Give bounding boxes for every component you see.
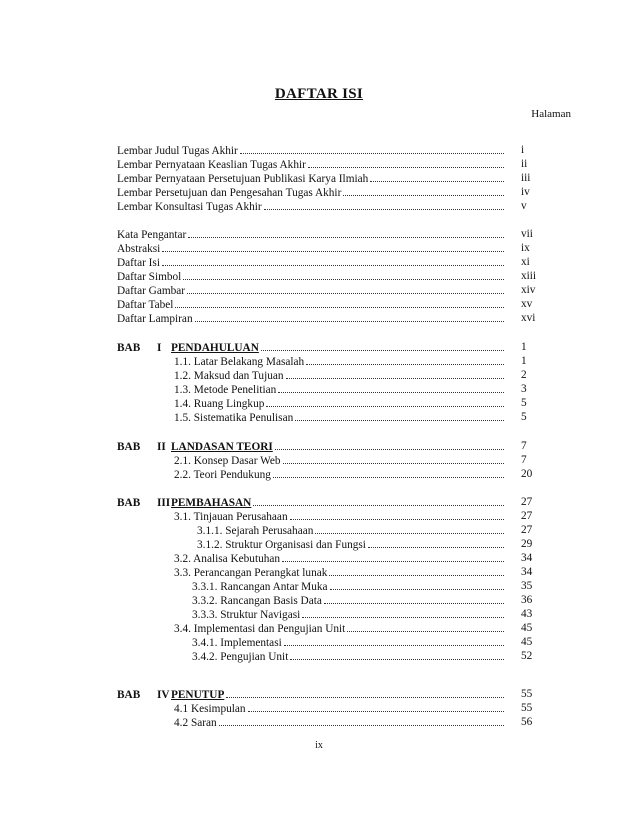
- dot-leader: [226, 687, 504, 698]
- entry-title: 1.5. Sistematika Penulisan: [174, 412, 294, 424]
- chapter-title: PEMBAHASAN: [171, 497, 252, 509]
- toc-row: [117, 269, 537, 283]
- entry-title: Kata Pengantar: [117, 229, 187, 241]
- entry-title: 4.2 Saran: [174, 717, 217, 729]
- dot-leader: [343, 185, 504, 196]
- entry-page-number: xi: [521, 256, 530, 268]
- entry-title: 3.4.2. Pengujian Unit: [192, 651, 289, 663]
- entry-page-number: 1: [521, 341, 527, 353]
- entry-title: Lembar Pernyataan Keaslian Tugas Akhir: [117, 159, 306, 171]
- toc-row: [117, 171, 537, 185]
- dot-leader: [324, 593, 504, 604]
- entry-title: 3.3.2. Rancangan Basis Data: [192, 595, 322, 607]
- dot-leader: [306, 354, 504, 365]
- chapter-number: II: [157, 441, 166, 453]
- toc-row: [117, 565, 537, 579]
- dot-leader: [330, 579, 504, 590]
- toc-row: [117, 453, 537, 467]
- entry-page-number: 34: [521, 552, 533, 564]
- dot-leader: [295, 410, 504, 421]
- entry-title: Lembar Judul Tugas Akhir: [117, 145, 238, 157]
- dot-leader: [370, 171, 504, 182]
- entry-page-number: 34: [521, 566, 533, 578]
- chapter-label: BAB: [117, 497, 141, 509]
- page-title: DAFTAR ISI: [274, 86, 364, 102]
- entry-page-number: ix: [521, 242, 530, 254]
- entry-title: 3.4. Implementasi dan Pengujian Unit: [174, 623, 346, 635]
- toc-row: [117, 537, 537, 551]
- entry-title: Abstraksi: [117, 243, 161, 255]
- toc-row: [117, 297, 537, 311]
- chapter-label: BAB: [117, 441, 141, 453]
- entry-page-number: iv: [521, 186, 530, 198]
- dot-leader: [273, 467, 504, 478]
- dot-leader: [286, 368, 504, 379]
- toc-row: [117, 311, 537, 325]
- dot-leader: [264, 199, 504, 210]
- page-column-header: Halaman: [531, 108, 571, 120]
- toc-row: [117, 354, 537, 368]
- dot-leader: [175, 297, 504, 308]
- entry-page-number: 29: [521, 538, 533, 550]
- entry-page-number: xiii: [521, 270, 537, 282]
- toc-row: [117, 283, 537, 297]
- dot-leader: [284, 635, 504, 646]
- dot-leader: [162, 241, 504, 252]
- entry-page-number: 36: [521, 594, 533, 606]
- entry-page-number: 55: [521, 688, 533, 700]
- entry-page-number: 1: [521, 355, 527, 367]
- toc-row: [117, 621, 537, 635]
- entry-title: Lembar Konsultasi Tugas Akhir: [117, 201, 262, 213]
- toc-row: [117, 368, 537, 382]
- toc-row: [117, 593, 537, 607]
- dot-leader: [329, 565, 504, 576]
- toc-row: [117, 579, 537, 593]
- dot-leader: [219, 715, 504, 726]
- dot-leader: [347, 621, 504, 632]
- toc-row: [117, 715, 537, 729]
- dot-leader: [308, 157, 504, 168]
- toc-row: [117, 255, 537, 269]
- toc-row: [117, 396, 537, 410]
- entry-page-number: 20: [521, 468, 533, 480]
- dot-leader: [283, 453, 505, 464]
- entry-title: Daftar Tabel: [117, 299, 174, 311]
- entry-page-number: 27: [521, 496, 533, 508]
- entry-page-number: 45: [521, 636, 533, 648]
- entry-page-number: i: [521, 144, 525, 156]
- chapter-number: I: [157, 342, 162, 354]
- dot-leader: [290, 509, 504, 520]
- entry-page-number: xiv: [521, 284, 536, 296]
- entry-page-number: 7: [521, 454, 527, 466]
- entry-page-number: 27: [521, 524, 533, 536]
- chapter-label: BAB: [117, 689, 141, 701]
- entry-title: 3.3.1. Rancangan Antar Muka: [192, 581, 328, 593]
- chapter-title: PENUTUP: [171, 689, 225, 701]
- toc-row: [117, 382, 537, 396]
- toc-row: [117, 227, 537, 241]
- entry-page-number: 2: [521, 369, 527, 381]
- entry-page-number: iii: [521, 172, 531, 184]
- dot-leader: [315, 523, 504, 534]
- entry-title: 1.3. Metode Penelitian: [174, 384, 277, 396]
- entry-page-number: v: [521, 200, 527, 212]
- toc-row: [117, 649, 537, 663]
- toc-row: [117, 701, 537, 715]
- dot-leader: [302, 607, 504, 618]
- entry-page-number: 3: [521, 383, 527, 395]
- toc-row: [117, 635, 537, 649]
- entry-page-number: xv: [521, 298, 533, 310]
- dot-leader: [275, 439, 504, 450]
- chapter-row: [117, 495, 537, 509]
- entry-page-number: 27: [521, 510, 533, 522]
- chapter-row: [117, 340, 537, 354]
- entry-title: Lembar Pernyataan Persetujuan Publikasi Karya Ilmiah: [117, 173, 369, 185]
- entry-title: 3.4.1. Implementasi: [192, 637, 282, 649]
- dot-leader: [240, 143, 504, 154]
- toc-row: [117, 509, 537, 523]
- toc-row: [117, 199, 537, 213]
- entry-title: 3.3. Perancangan Perangkat lunak: [174, 567, 328, 579]
- entry-title: Daftar Isi: [117, 257, 160, 269]
- entry-title: Daftar Lampiran: [117, 313, 193, 325]
- entry-title: 3.1.2. Struktur Organisasi dan Fungsi: [197, 539, 366, 551]
- toc-row: [117, 551, 537, 565]
- dot-leader: [195, 311, 504, 322]
- dot-leader: [368, 537, 504, 548]
- toc-row: [117, 523, 537, 537]
- entry-page-number: xvi: [521, 312, 536, 324]
- toc-row: [117, 241, 537, 255]
- dot-leader: [278, 382, 504, 393]
- dot-leader: [162, 255, 504, 266]
- entry-title: 3.1.1. Sejarah Perusahaan: [197, 525, 314, 537]
- toc-row: [117, 467, 537, 481]
- entry-page-number: vii: [521, 228, 533, 240]
- chapter-row: [117, 439, 537, 453]
- entry-title: 1.2. Maksud dan Tujuan: [174, 370, 284, 382]
- page-number: ix: [315, 740, 323, 751]
- chapter-title: LANDASAN TEORI: [171, 441, 273, 453]
- entry-title: 1.4. Ruang Lingkup: [174, 398, 265, 410]
- chapter-title: PENDAHULUAN: [171, 342, 259, 354]
- entry-title: 4.1 Kesimpulan: [174, 703, 246, 715]
- entry-title: 1.1. Latar Belakang Masalah: [174, 356, 305, 368]
- entry-page-number: 43: [521, 608, 533, 620]
- entry-title: 3.2. Analisa Kebutuhan: [174, 553, 281, 565]
- dot-leader: [290, 649, 504, 660]
- entry-page-number: 52: [521, 650, 533, 662]
- entry-title: 3.1. Tinjauan Perusahaan: [174, 511, 288, 523]
- entry-title: Daftar Gambar: [117, 285, 186, 297]
- chapter-label: BAB: [117, 342, 141, 354]
- entry-page-number: 35: [521, 580, 533, 592]
- entry-title: Lembar Persetujuan dan Pengesahan Tugas Akhir: [117, 187, 342, 199]
- dot-leader: [253, 495, 504, 506]
- dot-leader: [261, 340, 504, 351]
- toc-row: [117, 157, 537, 171]
- entry-page-number: ii: [521, 158, 528, 170]
- dot-leader: [266, 396, 504, 407]
- entry-title: 2.1. Konsep Dasar Web: [174, 455, 281, 467]
- dot-leader: [188, 227, 504, 238]
- entry-title: Daftar Simbol: [117, 271, 182, 283]
- entry-page-number: 55: [521, 702, 533, 714]
- entry-page-number: 45: [521, 622, 533, 634]
- dot-leader: [187, 283, 504, 294]
- chapter-row: [117, 687, 537, 701]
- entry-title: 2.2. Teori Pendukung: [174, 469, 271, 481]
- dot-leader: [248, 701, 504, 712]
- entry-page-number: 7: [521, 440, 527, 452]
- entry-title: 3.3.3. Struktur Navigasi: [192, 609, 301, 621]
- entry-page-number: 5: [521, 397, 527, 409]
- toc-row: [117, 185, 537, 199]
- toc-row: [117, 607, 537, 621]
- entry-page-number: 5: [521, 411, 527, 423]
- chapter-number: III: [157, 497, 171, 509]
- dot-leader: [282, 551, 504, 562]
- toc-row: [117, 410, 537, 424]
- dot-leader: [183, 269, 504, 280]
- entry-page-number: 56: [521, 716, 533, 728]
- toc-row: [117, 143, 537, 157]
- chapter-number: IV: [157, 689, 170, 701]
